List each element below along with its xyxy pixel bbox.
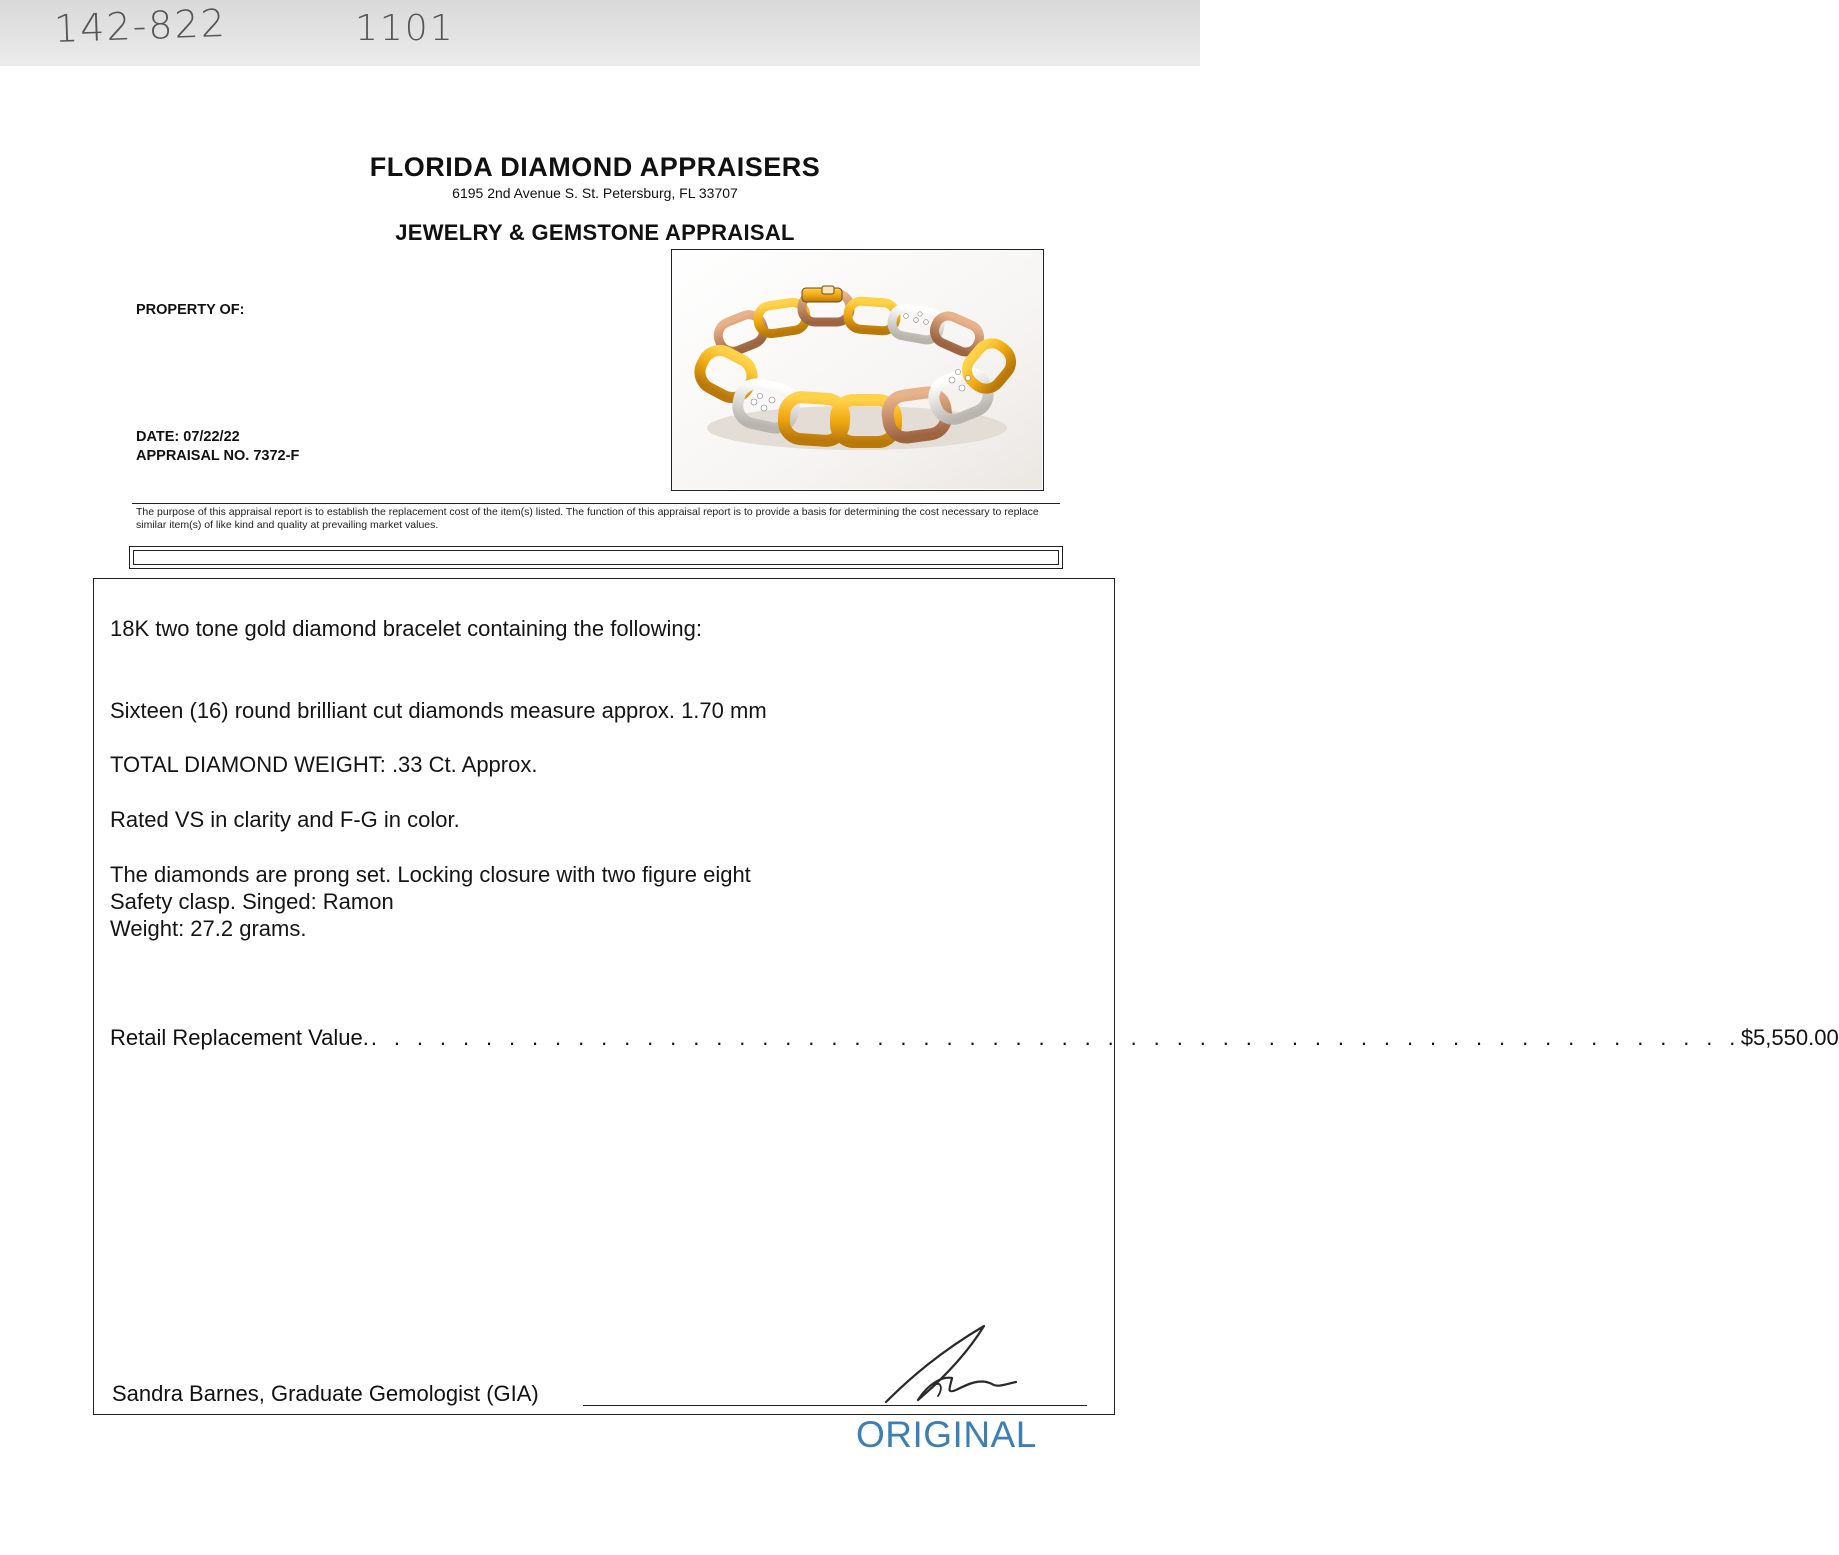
gold-diamond-bracelet-photo xyxy=(672,250,1042,489)
item-photo-frame xyxy=(671,249,1044,491)
double-rule-box xyxy=(129,546,1063,569)
company-address: 6195 2nd Avenue S. St. Petersburg, FL 33707 xyxy=(452,185,738,201)
original-stamp: ORIGINAL xyxy=(856,1414,1037,1455)
appraisal-number-line: APPRAISAL NO. 7372-F xyxy=(136,448,300,464)
property-of-label: PROPERTY OF: xyxy=(136,302,245,318)
report-title: JEWELRY & GEMSTONE APPRAISAL xyxy=(395,220,795,245)
dot-leader: . . . . . . . . . . . . . . . . . . . . . . . . . . . . . . . . . . . . . . . . . . . . . . . . . . . . . . . . . . . . xyxy=(370,1025,1741,1050)
handwritten-note-left: 142-822 xyxy=(53,0,228,52)
clarity-color-line: Rated VS in clarity and F-G in color. xyxy=(110,807,460,832)
handwritten-note-right: 1101 xyxy=(355,8,455,49)
signer-name: Sandra Barnes, Graduate Gemologist (GIA) xyxy=(112,1381,539,1406)
company-name: FLORIDA DIAMOND APPRAISERS xyxy=(369,152,821,182)
handwritten-signature xyxy=(880,1318,1030,1413)
replacement-value-row xyxy=(110,1024,1839,1052)
replacement-value-label: Retail Replacement Value. xyxy=(110,1025,369,1050)
replacement-value-amount: $5,550.00 xyxy=(1740,1025,1839,1050)
diamond-count-line: Sixteen (16) round brilliant cut diamonds measure approx. 1.70 mm xyxy=(110,698,767,723)
total-weight-line: TOTAL DIAMOND WEIGHT: .33 Ct. Approx. xyxy=(110,752,538,777)
clasp-line: Safety clasp. Singed: Ramon xyxy=(110,889,394,914)
item-description-heading: 18K two tone gold diamond bracelet containing the following: xyxy=(110,616,702,641)
purpose-divider xyxy=(132,503,1060,504)
date-line: DATE: 07/22/22 xyxy=(136,429,240,445)
purpose-statement: The purpose of this appraisal report is to establish the replacement cost of the item(s) listed. The function of this appraisal report is to provide a basis for determining the cost necessary to replace similar item(s) of like kind and quality at prevailing market values. xyxy=(136,506,1039,531)
gram-weight-line: Weight: 27.2 grams. xyxy=(110,916,307,941)
setting-line: The diamonds are prong set. Locking closure with two figure eight xyxy=(110,862,751,887)
